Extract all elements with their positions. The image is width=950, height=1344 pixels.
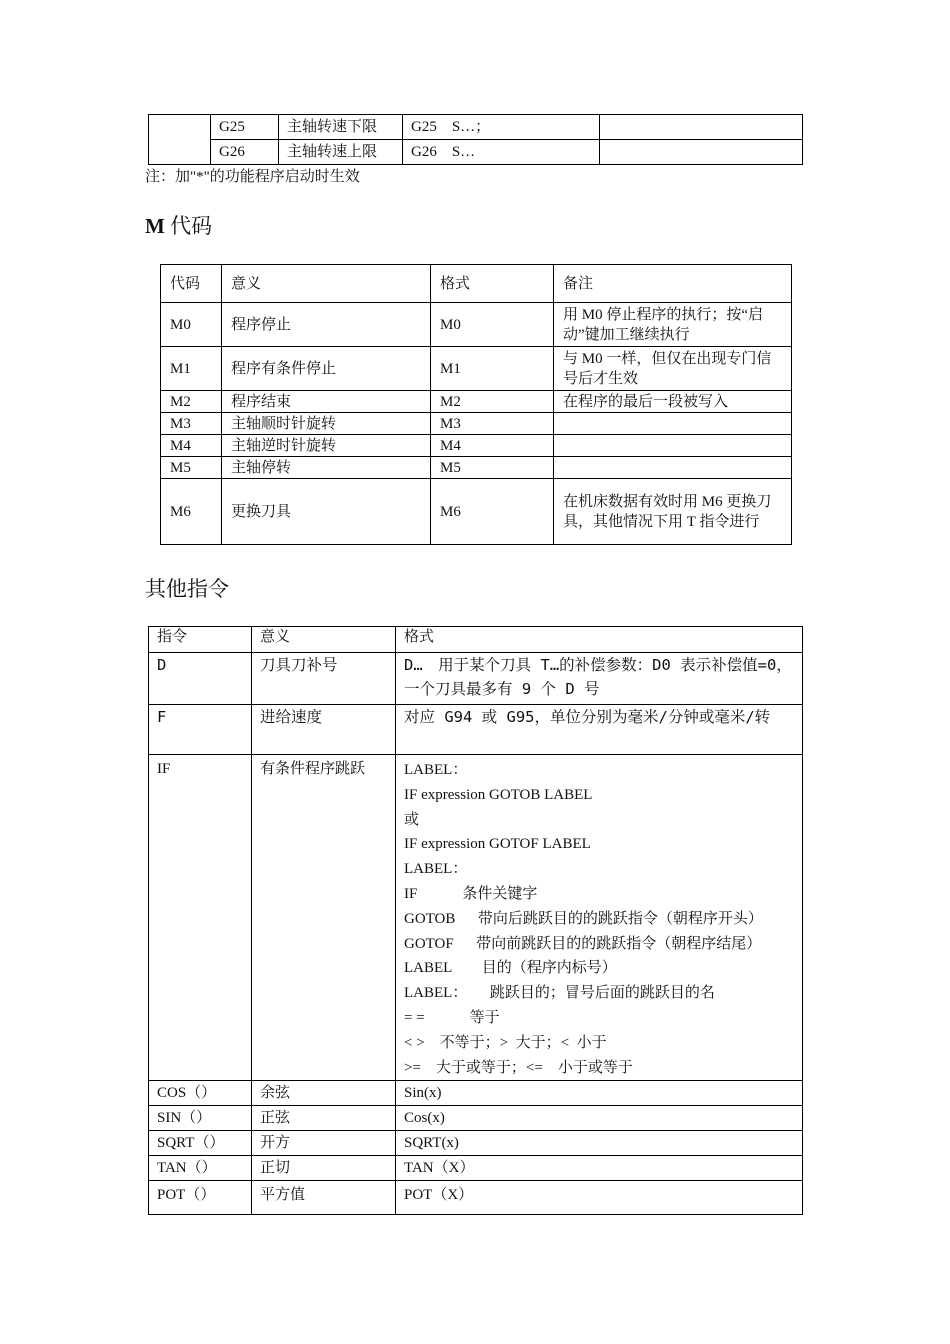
m-code-table	[160, 264, 792, 545]
table-row	[149, 140, 803, 165]
table-cell: M5	[161, 457, 222, 479]
table-row	[149, 1081, 803, 1106]
table-cell: M4	[161, 435, 222, 457]
if-line: IF 条件关键字	[404, 885, 538, 902]
section-heading-other: 其他指令	[145, 577, 229, 601]
table-row	[149, 1156, 803, 1181]
table-cell: 在机床数据有效时用 M6 更换刀具，其他情况下用 T 指令进行	[554, 479, 792, 545]
column-header: 格式	[431, 265, 554, 303]
table-cell: M5	[431, 457, 554, 479]
table-header-row	[161, 265, 792, 303]
column-header: 意义	[252, 627, 396, 653]
table-cell: M4	[431, 435, 554, 457]
table-cell	[600, 115, 803, 140]
table-row	[149, 705, 803, 755]
table-cell: 余弦	[252, 1081, 396, 1106]
table-cell: 进给速度	[252, 705, 396, 755]
if-line: IF expression GOTOB LABEL	[404, 786, 593, 803]
table-cell: G25	[211, 115, 279, 140]
table-cell: G26 S…	[403, 140, 600, 165]
table-cell: SIN（）	[149, 1106, 252, 1131]
table-row	[149, 755, 803, 1081]
table-cell: 刀具刀补号	[252, 653, 396, 705]
table-cell: M0	[161, 303, 222, 347]
column-header: 指令	[149, 627, 252, 653]
table-row	[149, 1181, 803, 1215]
heading-text: 代码	[164, 214, 213, 238]
g-code-table	[148, 114, 803, 165]
table-cell: IF	[149, 755, 252, 1081]
if-line: LABEL：	[404, 762, 468, 778]
table-cell: TAN（）	[149, 1156, 252, 1181]
if-line: GOTOF 带向前跳跃目的的跳跃指令（朝程序结尾）	[404, 935, 762, 952]
table-cell: M3	[431, 413, 554, 435]
table-cell: M2	[161, 391, 222, 413]
table-cell: SQRT（）	[149, 1131, 252, 1156]
table-cell: 主轴转速下限	[279, 115, 403, 140]
if-line: GOTOB 带向后跳跃目的的跳跃指令（朝程序开头）	[404, 910, 763, 927]
table-row	[149, 115, 803, 140]
if-line: LABEL： 跳跃目的；冒号后面的跳跃目的名	[404, 985, 715, 1002]
if-line: = = 等于	[404, 1009, 500, 1026]
if-line: LABEL：	[404, 861, 468, 878]
table-cell: Cos(x)	[396, 1106, 803, 1131]
table-cell: 正弦	[252, 1106, 396, 1131]
table-row	[161, 347, 792, 391]
heading-bold-part: M	[145, 214, 165, 238]
table-cell: Sin(x)	[396, 1081, 803, 1106]
table-cell: M1	[431, 347, 554, 391]
table-cell: 更换刀具	[222, 479, 431, 545]
table-row	[161, 479, 792, 545]
section-heading-m-codes	[145, 212, 212, 240]
table-cell	[554, 457, 792, 479]
table-cell: 用 M0 停止程序的执行；按“启动”键加工继续执行	[554, 303, 792, 347]
if-line: 或	[404, 811, 420, 828]
if-line: >= 大于或等于；<= 小于或等于	[404, 1059, 633, 1076]
table-cell: M0	[431, 303, 554, 347]
table-cell: 主轴转速上限	[279, 140, 403, 165]
if-line: LABEL 目的（程序内标号）	[404, 960, 617, 977]
table-row	[149, 1106, 803, 1131]
column-header: 备注	[554, 265, 792, 303]
table-cell	[600, 140, 803, 165]
table-cell: 程序停止	[222, 303, 431, 347]
table-header-row	[149, 627, 803, 653]
table-cell: M1	[161, 347, 222, 391]
table-cell: 有条件程序跳跃	[252, 755, 396, 1081]
table-cell: M3	[161, 413, 222, 435]
table-cell: 平方值	[252, 1181, 396, 1215]
table-row	[161, 413, 792, 435]
footnote: 注：加"*"的功能程序启动时生效	[145, 169, 360, 185]
table-cell: 与 M0 一样，但仅在出现专门信号后才生效	[554, 347, 792, 391]
column-header: 格式	[396, 627, 803, 653]
table-cell: 主轴停转	[222, 457, 431, 479]
table-row	[161, 435, 792, 457]
table-row	[161, 391, 792, 413]
table-cell: POT（X）	[396, 1181, 803, 1215]
table-cell: 在程序的最后一段被写入	[554, 391, 792, 413]
table-cell: TAN（X）	[396, 1156, 803, 1181]
table-cell	[149, 115, 211, 165]
table-cell: 程序结束	[222, 391, 431, 413]
table-cell: D… 用于某个刀具 T…的补偿参数：D0 表示补偿值=0，一个刀具最多有 9 个 D 号	[396, 653, 803, 705]
table-cell: COS（）	[149, 1081, 252, 1106]
table-cell: 主轴逆时针旋转	[222, 435, 431, 457]
table-cell: 正切	[252, 1156, 396, 1181]
if-line: IF expression GOTOF LABEL	[404, 836, 591, 853]
table-row	[149, 653, 803, 705]
table-cell: 开方	[252, 1131, 396, 1156]
table-cell: M6	[431, 479, 554, 545]
table-cell	[554, 435, 792, 457]
table-row	[161, 303, 792, 347]
table-row	[161, 457, 792, 479]
table-cell: 主轴顺时针旋转	[222, 413, 431, 435]
table-cell: M6	[161, 479, 222, 545]
column-header: 意义	[222, 265, 431, 303]
table-cell: M2	[431, 391, 554, 413]
table-cell	[554, 413, 792, 435]
if-line: < > 不等于；> 大于；< 小于	[404, 1034, 607, 1051]
table-cell: G25 S…；	[403, 115, 600, 140]
column-header: 代码	[161, 265, 222, 303]
table-cell: 程序有条件停止	[222, 347, 431, 391]
table-cell	[396, 755, 803, 1081]
table-cell: POT（）	[149, 1181, 252, 1215]
table-row	[149, 1131, 803, 1156]
other-instructions-table	[148, 626, 803, 1215]
table-cell: F	[149, 705, 252, 755]
table-cell: SQRT(x)	[396, 1131, 803, 1156]
table-cell: 对应 G94 或 G95，单位分别为毫米/分钟或毫米/转	[396, 705, 803, 755]
table-cell: G26	[211, 140, 279, 165]
table-cell: D	[149, 653, 252, 705]
